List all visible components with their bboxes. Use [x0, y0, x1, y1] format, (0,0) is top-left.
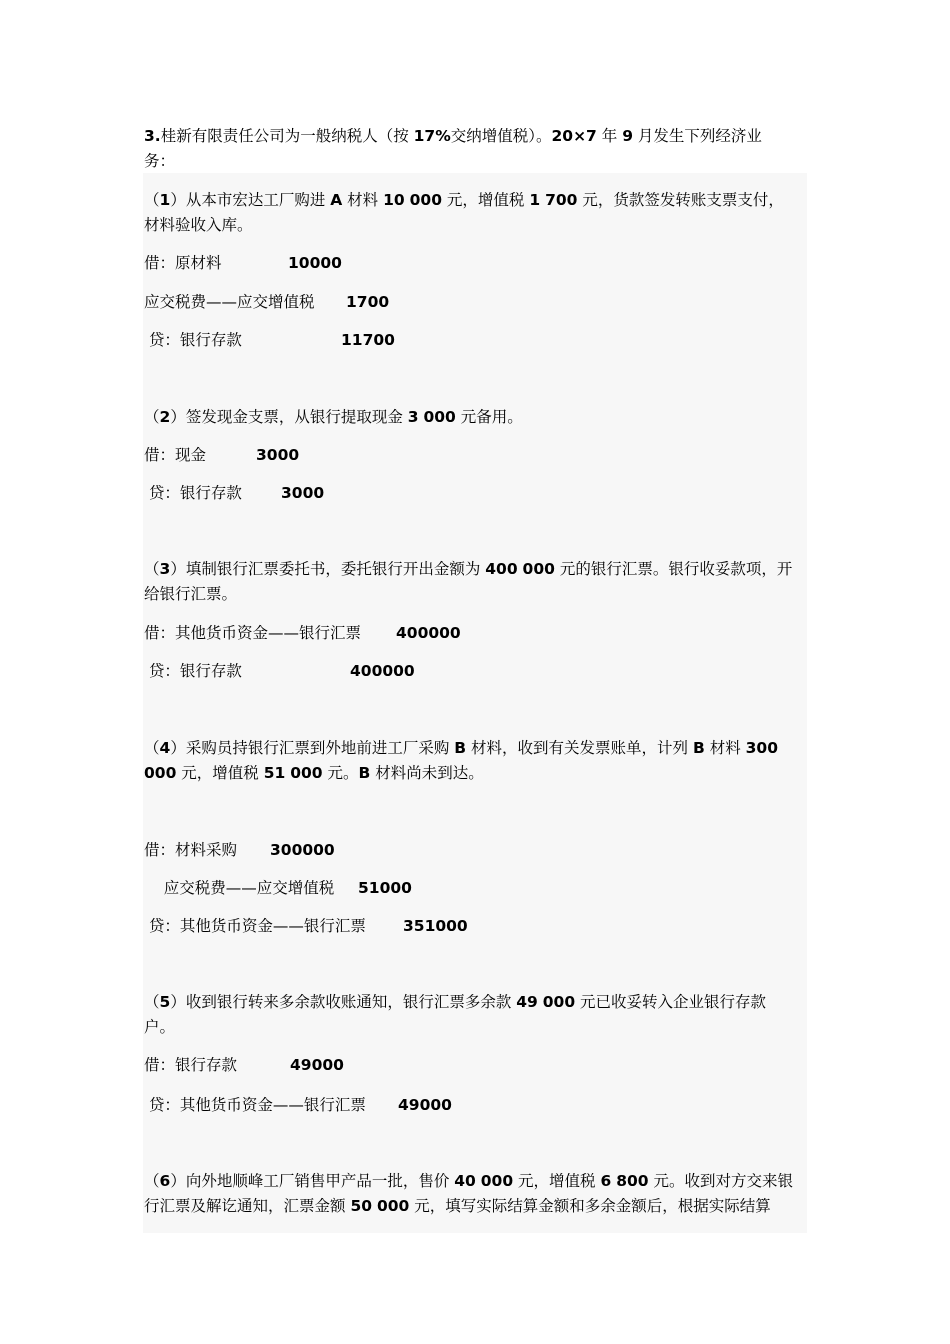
entry-label: 应交税费——应交增值税 [144, 879, 335, 897]
entry-label: 贷：银行存款 [144, 662, 242, 680]
entry-amount: 10000 [288, 254, 342, 272]
entry-amount: 11700 [341, 331, 395, 349]
entry-label: 贷：银行存款 [144, 331, 242, 349]
entry-label: 借：原材料 [144, 254, 222, 272]
entry-amount: 300000 [270, 841, 335, 859]
entry-amount: 49000 [290, 1056, 344, 1074]
entry-label: 借：材料采购 [144, 841, 238, 859]
entry-amount: 51000 [358, 879, 412, 897]
entry-amount: 49000 [398, 1096, 452, 1114]
paragraph-line: （4）采购员持银行汇票到外地前进工厂采购 B 材料，收到有关发票账单，计列 B 材料 300 [144, 739, 778, 757]
entry-amount: 3000 [281, 484, 325, 502]
paragraph-line: 给银行汇票。 [144, 585, 238, 603]
paragraph-line: 户。 [144, 1018, 176, 1036]
paragraph-line: （6）向外地顺峰工厂销售甲产品一批，售价 40 000 元，增值税 6 800 元。收到对方交来银 [144, 1172, 794, 1190]
paragraph-line: 3.桂新有限责任公司为一般纳税人（按 17%交纳增值税）。20×7 年 9 月发生下列经济业 [144, 127, 762, 145]
shaded-text-region [143, 173, 807, 1233]
paragraph-line: 行汇票及解讫通知，汇票金额 50 000 元，填写实际结算金额和多余金额后，根据实际结算 [144, 1197, 771, 1215]
entry-label: 贷：银行存款 [144, 484, 242, 502]
paragraph-line: （5）收到银行转来多余款收账通知，银行汇票多余款 49 000 元已收妥转入企业银行存款 [144, 993, 767, 1011]
paragraph-line: （3）填制银行汇票委托书，委托银行开出金额为 400 000 元的银行汇票。银行收妥款项，开 [144, 560, 793, 578]
paragraph-line: （1）从本市宏达工厂购进 A 材料 10 000 元，增值税 1 700 元，货款签发转账支票支付， [144, 191, 784, 209]
entry-label: 贷：其他货币资金——银行汇票 [144, 917, 366, 935]
paragraph-line: （2）签发现金支票，从银行提取现金 3 000 元备用。 [144, 408, 523, 426]
paragraph-line: 务： [144, 152, 176, 170]
entry-amount: 400000 [396, 624, 461, 642]
entry-amount: 400000 [350, 662, 415, 680]
entry-amount: 1700 [346, 293, 390, 311]
entry-label: 借：银行存款 [144, 1056, 238, 1074]
entry-label: 借：其他货币资金——银行汇票 [144, 624, 362, 642]
entry-amount: 351000 [403, 917, 468, 935]
entry-label: 借：现金 [144, 446, 207, 464]
entry-amount: 3000 [256, 446, 300, 464]
paragraph-line: 000 元，增值税 51 000 元。B 材料尚未到达。 [144, 764, 484, 782]
entry-label: 应交税费——应交增值税 [144, 293, 315, 311]
paragraph-line: 材料验收入库。 [144, 216, 253, 234]
entry-label: 贷：其他货币资金——银行汇票 [144, 1096, 366, 1114]
